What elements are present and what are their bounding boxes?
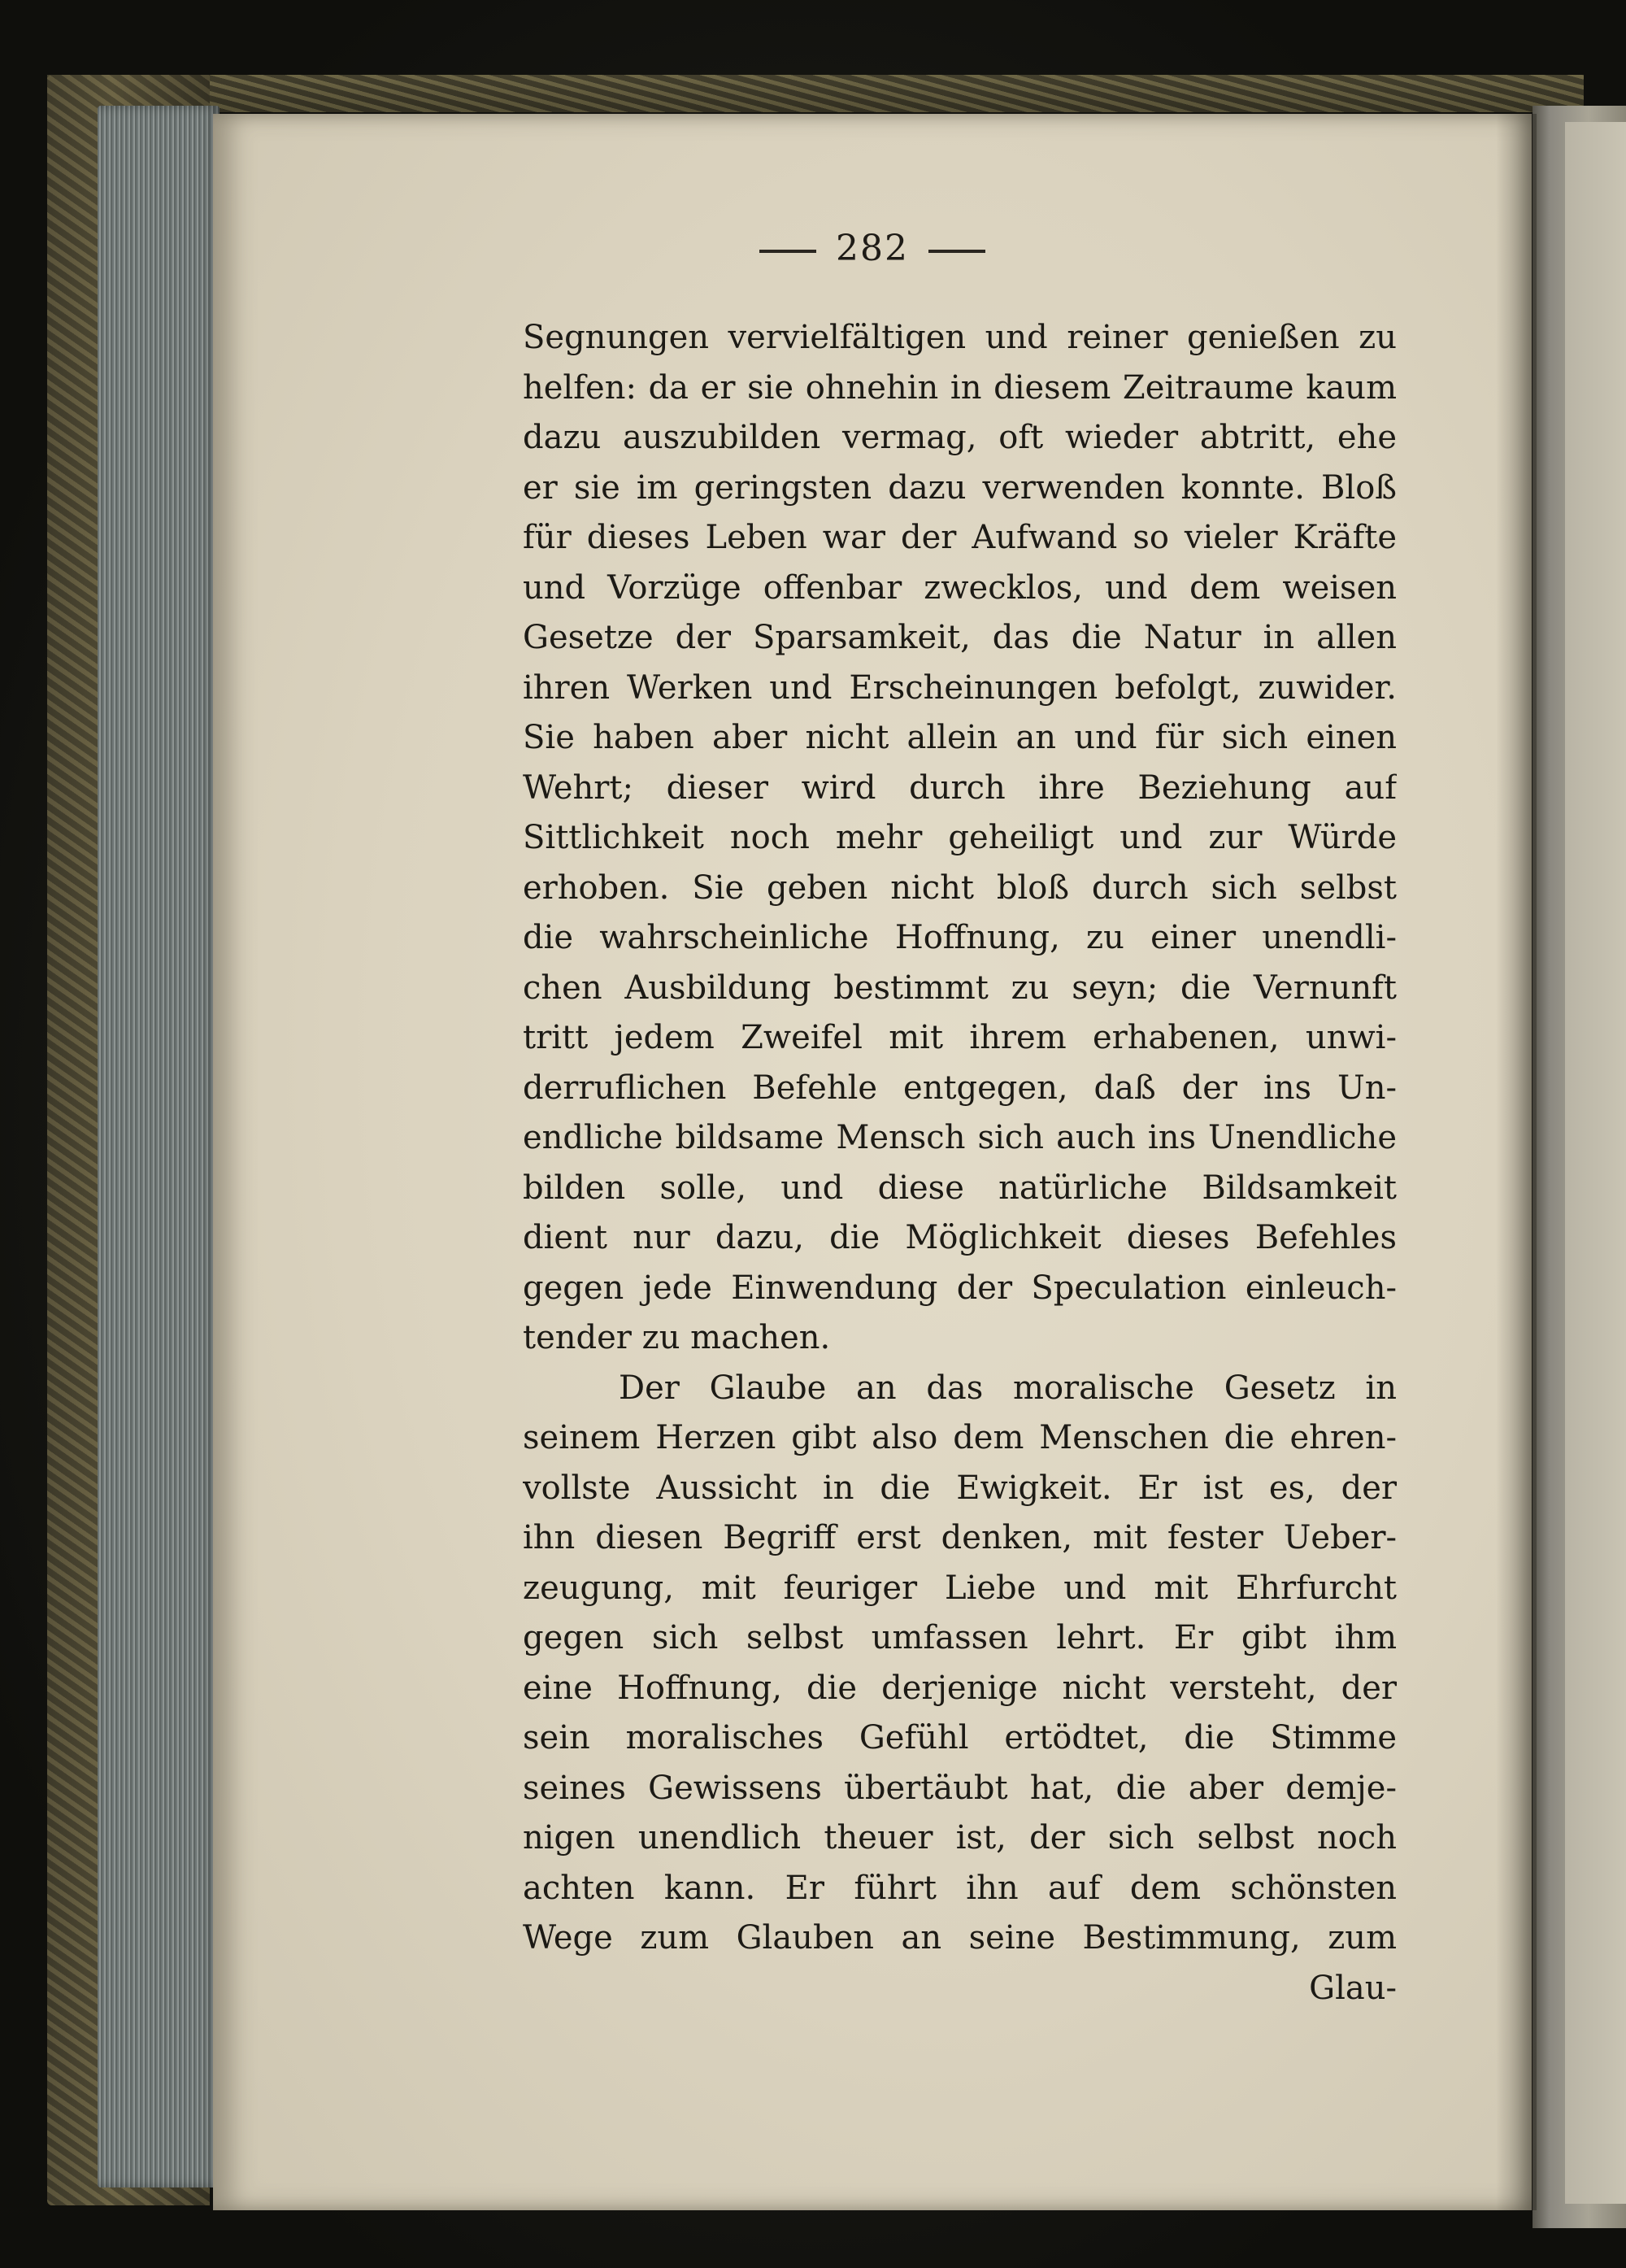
- page-edges: [98, 106, 220, 2187]
- text-line: dient nur dazu, die Möglichkeit dieses Befehles: [523, 1219, 1397, 1256]
- text-line: er sie im geringsten dazu verwenden konnte. Bloß: [523, 468, 1397, 507]
- text-line: Gesetze der Sparsamkeit, das die Natur in allen: [523, 619, 1397, 656]
- text-line: zeugung, mit feuriger Liebe und mit Ehrfurcht: [523, 1569, 1397, 1607]
- text-line: nigen unendlich theuer ist, der sich selbst noch: [523, 1819, 1397, 1857]
- next-page-sliver: [1565, 122, 1626, 2204]
- text-line: achten kann. Er führt ihn auf dem schönsten: [523, 1869, 1397, 1907]
- text-line: die wahrscheinliche Hoffnung, zu einer unendli-: [523, 919, 1397, 956]
- text-line: gegen sich selbst umfassen lehrt. Er gibt ihm: [523, 1619, 1397, 1656]
- text-line: erhoben. Sie geben nicht bloß durch sich selbst: [523, 868, 1397, 907]
- text-line: für dieses Leben war der Aufwand so vieler Kräfte: [523, 519, 1397, 556]
- text-line: vollste Aussicht in die Ewigkeit. Er ist es, der: [523, 1469, 1397, 1507]
- text-line-paragraph-start: Der Glaube an das moralische Gesetz in: [619, 1369, 1397, 1407]
- text-line: sein moralisches Gefühl ertödtet, die Stimme: [523, 1719, 1397, 1757]
- text-line: Wehrt; dieser wird durch ihre Beziehung auf: [523, 768, 1397, 807]
- header-dash-left: [759, 250, 816, 253]
- text-line: tritt jedem Zweifel mit ihrem erhabenen, unwi-: [523, 1019, 1397, 1056]
- text-line: eine Hoffnung, die derjenige nicht versteht, der: [523, 1669, 1397, 1707]
- text-line: derruflichen Befehle entgegen, daß der ins Un-: [523, 1069, 1397, 1107]
- header-dash-right: [928, 250, 985, 253]
- text-line: endliche bildsame Mensch sich auch ins Unendliche: [523, 1119, 1397, 1156]
- text-line: Wege zum Glauben an seine Bestimmung, zum: [523, 1919, 1397, 1957]
- catchword: Glau-: [1309, 1969, 1397, 2007]
- text-line: bilden solle, und diese natürliche Bildsamkeit: [523, 1169, 1397, 1207]
- text-line: ihren Werken und Erscheinungen befolgt, zuwider.: [523, 668, 1397, 707]
- text-line: Sie haben aber nicht allein an und für sich einen: [523, 719, 1397, 756]
- text-line: ihn diesen Begriff erst denken, mit fester Ueber-: [523, 1519, 1397, 1556]
- text-line: Segnungen vervielfältigen und reiner genießen zu: [523, 319, 1397, 356]
- text-line: gegen jede Einwendung der Speculation einleuch-: [523, 1269, 1397, 1307]
- text-line: seines Gewissens übertäubt hat, die aber demje-: [523, 1769, 1397, 1807]
- text-line: seinem Herzen gibt also dem Menschen die ehren-: [523, 1419, 1397, 1456]
- text-line: dazu auszubilden vermag, oft wieder abtritt, ehe: [523, 419, 1397, 456]
- gutter-shadow: [1496, 114, 1537, 2210]
- text-line: helfen: da er sie ohnehin in diesem Zeitraume kaum: [523, 368, 1397, 407]
- page-number: 282: [836, 228, 909, 269]
- page-header: [213, 228, 1532, 269]
- text-line: Sittlichkeit noch mehr geheiligt und zur Würde: [523, 819, 1397, 856]
- book-cover-top: [47, 75, 1584, 112]
- page-body-text: [523, 313, 1397, 2013]
- text-line: und Vorzüge offenbar zwecklos, und dem weisen: [523, 568, 1397, 607]
- text-line-paragraph-end: tender zu machen.: [523, 1319, 831, 1356]
- text-line: chen Ausbildung bestimmt zu seyn; die Vernunft: [523, 969, 1397, 1007]
